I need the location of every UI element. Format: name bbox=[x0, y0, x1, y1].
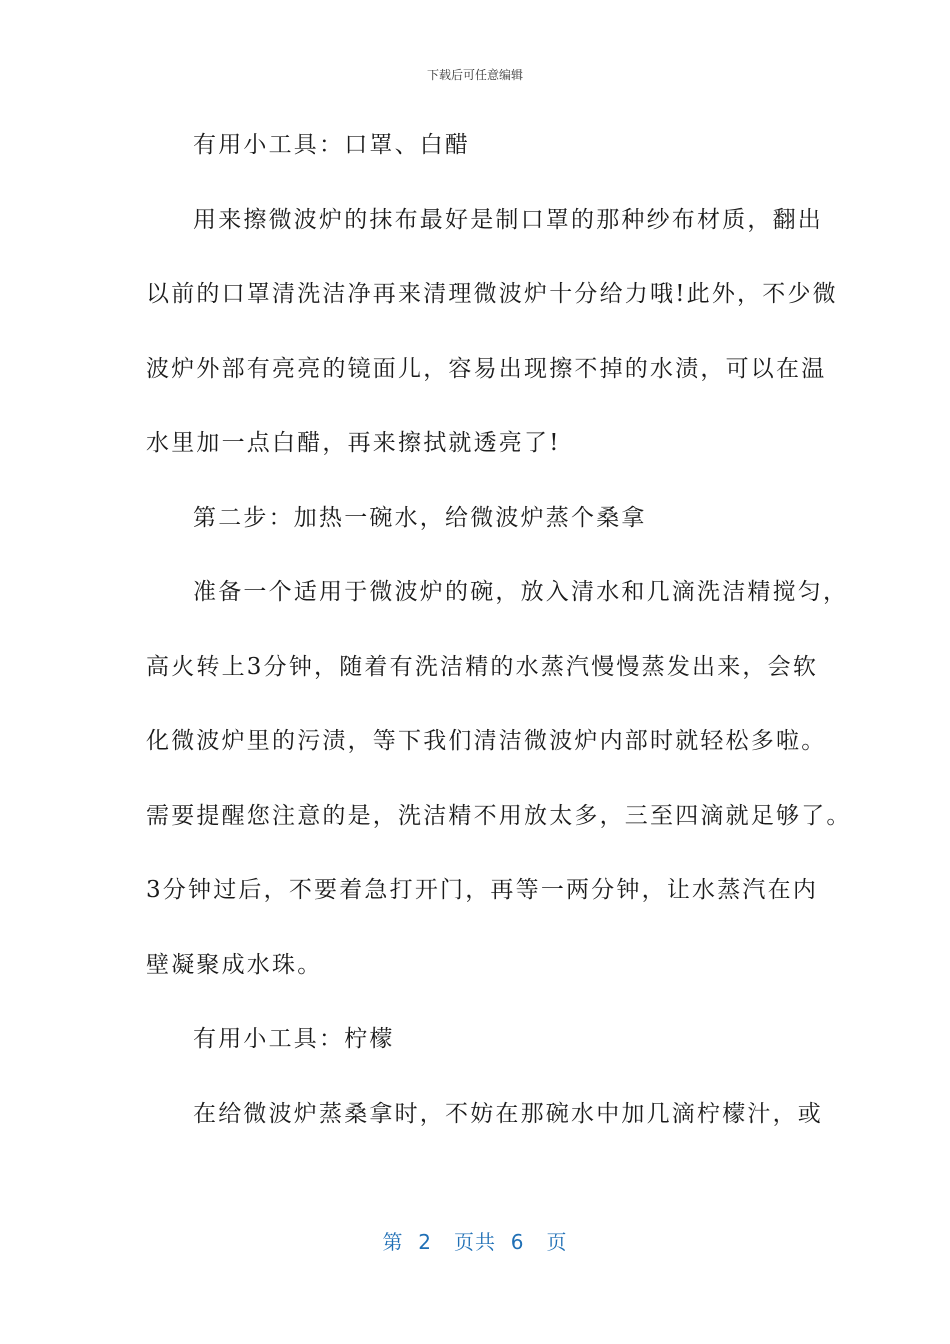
paragraph-line: 化微波炉里的污渍，等下我们清洁微波炉内部时就轻松多啦。 bbox=[146, 728, 827, 754]
paragraph-line: 用来擦微波炉的抹布最好是制口罩的那种纱布材质，翻出 bbox=[193, 206, 823, 233]
document-body bbox=[146, 127, 852, 1170]
paragraph-line: 需要提醒您注意的是，洗洁精不用放太多，三至四滴就足够了。 bbox=[146, 802, 852, 829]
paragraph-line: 有用小工具：柠檬 bbox=[193, 1026, 395, 1052]
paragraph-line: 波炉外部有亮亮的镜面儿，容易出现擦不掉的水渍，可以在温 bbox=[146, 355, 827, 382]
page-number-footer: 第 2 页共 6 页 bbox=[382, 1230, 568, 1254]
paragraph-line: 3分钟过后，不要着急打开门，再等一两分钟，让水蒸汽在内 bbox=[146, 877, 819, 903]
paragraph-line: 准备一个适用于微波炉的碗，放入清水和几滴洗洁精搅匀， bbox=[193, 579, 849, 605]
paragraph-line: 在给微波炉蒸桑拿时，不妨在那碗水中加几滴柠檬汁，或 bbox=[193, 1100, 823, 1127]
paragraph-line: 高火转上3分钟，随着有洗洁精的水蒸汽慢慢蒸发出来，会软 bbox=[146, 653, 819, 680]
paragraph-line: 第二步：加热一碗水，给微波炉蒸个桑拿 bbox=[193, 504, 647, 531]
paragraph-line: 水里加一点白醋，再来擦拭就透亮了! bbox=[146, 430, 561, 456]
paragraph-line: 壁凝聚成水珠。 bbox=[146, 951, 323, 978]
paragraph-line: 以前的口罩清洗洁净再来清理微波炉十分给力哦!此外，不少微 bbox=[146, 281, 838, 307]
paragraph-line: 有用小工具：口罩、白醋 bbox=[193, 132, 471, 158]
page-header-note: 下载后可任意编辑 bbox=[426, 68, 523, 82]
